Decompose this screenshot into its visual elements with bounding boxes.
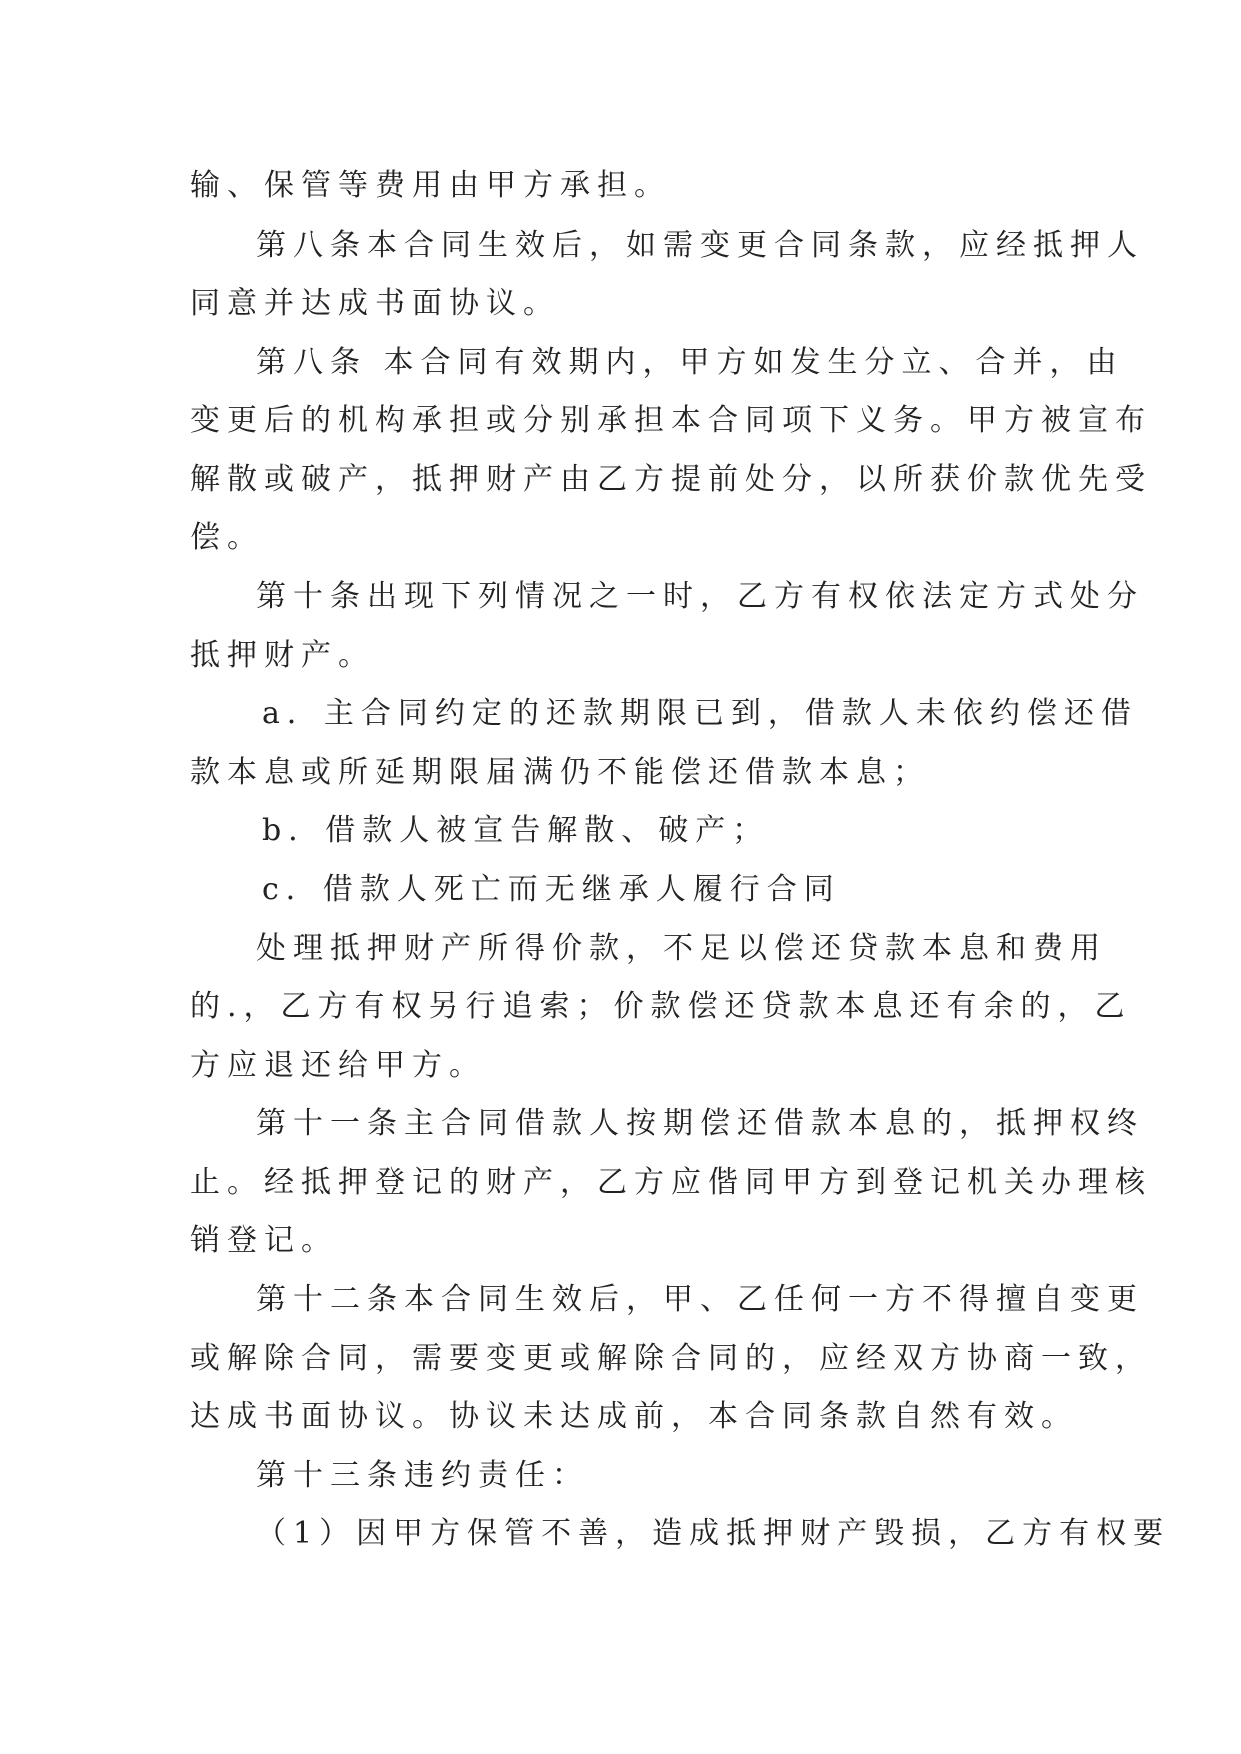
text-line: 方应退还给甲方。 <box>190 1048 486 1083</box>
text-line: 输、保管等费用由甲方承担。 <box>190 168 671 203</box>
text-line: 第十条出现下列情况之一时，乙方有权依法定方式处分 <box>256 579 1144 614</box>
text-line: 抵押财产。 <box>190 638 375 673</box>
text-line: 第十一条主合同借款人按期偿还借款本息的，抵押权终 <box>256 1106 1144 1141</box>
text-line: c．借款人死亡而无继承人履行合同 <box>262 872 841 907</box>
text-line: 偿。 <box>190 520 264 555</box>
text-line: 同意并达成书面协议。 <box>190 286 560 321</box>
text-line: 款本息或所延期限届满仍不能偿还借款本息； <box>190 755 930 790</box>
text-line: 第十二条本合同生效后，甲、乙任何一方不得擅自变更 <box>256 1282 1144 1317</box>
text-line: 止。经抵押登记的财产，乙方应偕同甲方到登记机关办理核 <box>190 1165 1152 1200</box>
text-line: 或解除合同，需要变更或解除合同的，应经双方协商一致， <box>190 1341 1152 1376</box>
text-line: a．主合同约定的还款期限已到，借款人未依约偿还借 <box>262 696 1138 731</box>
text-line: 处理抵押财产所得价款，不足以偿还贷款本息和费用 <box>256 931 1107 966</box>
text-line: 第八条 本合同有效期内，甲方如发生分立、合并，由 <box>256 345 1124 380</box>
text-line: 第十三条违约责任： <box>256 1458 589 1493</box>
text-line: 变更后的机构承担或分别承担本合同项下义务。甲方被宣布 <box>190 403 1152 438</box>
text-line: 第八条本合同生效后，如需变更合同条款，应经抵押人 <box>256 228 1144 263</box>
text-line: （1）因甲方保管不善，造成抵押财产毁损，乙方有权要 <box>256 1516 1171 1551</box>
text-line: 达成书面协议。协议未达成前，本合同条款自然有效。 <box>190 1399 1078 1434</box>
text-line: 的.，乙方有权另行追索；价款偿还贷款本息还有余的，乙 <box>190 989 1132 1024</box>
text-line: 销登记。 <box>190 1223 338 1258</box>
text-line: 解散或破产，抵押财产由乙方提前处分，以所获价款优先受 <box>190 462 1152 497</box>
text-line: b．借款人被宣告解散、破产； <box>262 813 770 848</box>
